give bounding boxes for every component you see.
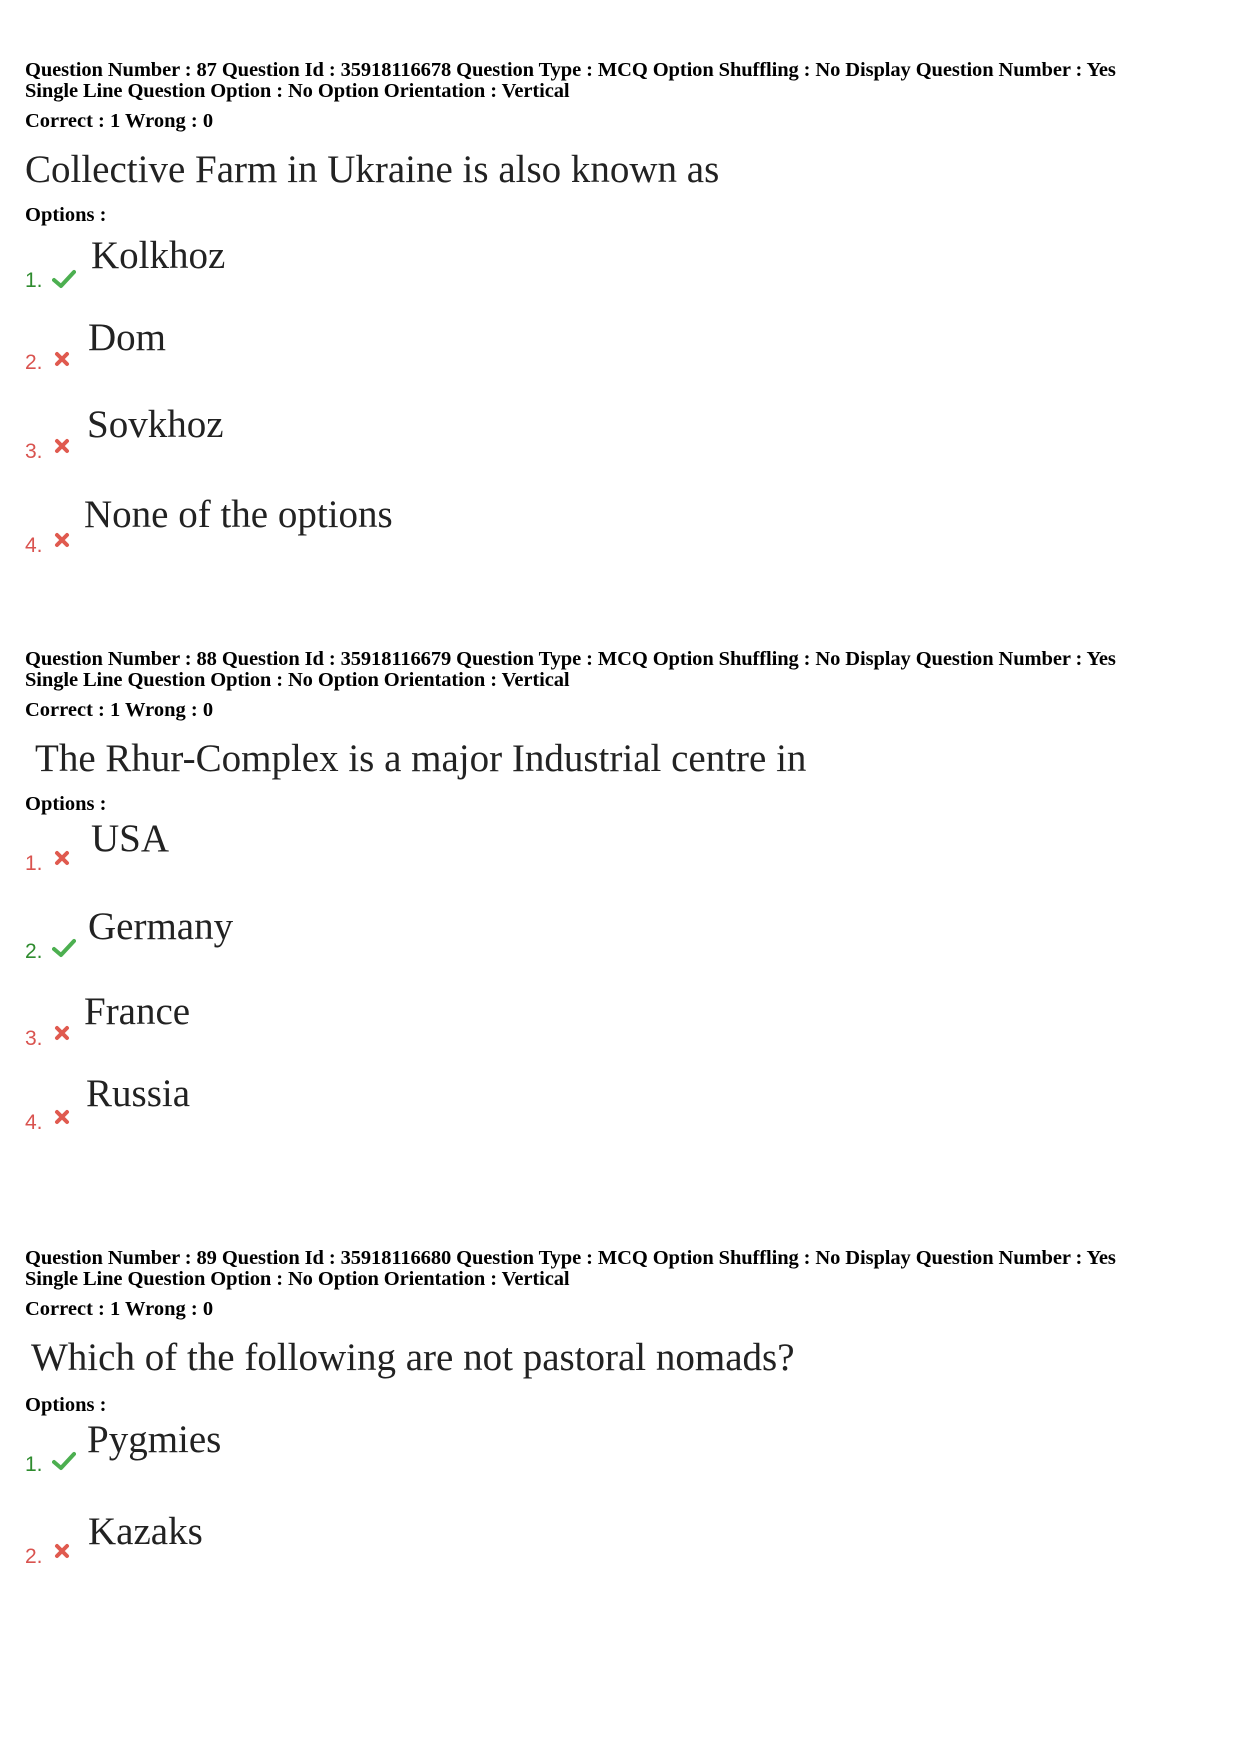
option-text: Germany bbox=[88, 905, 234, 948]
question-block-88 bbox=[25, 649, 1225, 1156]
option-number: 3. bbox=[25, 1027, 43, 1050]
option-number: 4. bbox=[25, 1111, 43, 1134]
option-item bbox=[25, 1417, 825, 1477]
check-icon bbox=[52, 1451, 76, 1476]
option-text: Sovkhoz bbox=[87, 403, 224, 446]
question-meta-line1: Question Number : 87 Question Id : 35918116678 Question Type : MCQ Option Shuffling : No Display Question Number : Yes bbox=[25, 59, 1116, 81]
option-item bbox=[25, 1071, 825, 1134]
option-number: 2. bbox=[25, 940, 43, 963]
cross-icon bbox=[54, 351, 70, 372]
option-item bbox=[25, 402, 825, 462]
question-meta-line1: Question Number : 88 Question Id : 35918116679 Question Type : MCQ Option Shuffling : No Display Question Number : Yes bbox=[25, 648, 1116, 670]
cross-icon bbox=[54, 1109, 70, 1130]
question-meta-line1: Question Number : 89 Question Id : 35918116680 Question Type : MCQ Option Shuffling : No Display Question Number : Yes bbox=[25, 1247, 1116, 1269]
option-number: 1. bbox=[25, 269, 43, 292]
option-item bbox=[25, 315, 825, 375]
option-item bbox=[25, 904, 825, 964]
options-list bbox=[25, 1417, 1225, 1597]
option-text: Pygmies bbox=[87, 1418, 222, 1461]
option-number: 1. bbox=[25, 852, 43, 875]
cross-icon bbox=[54, 850, 70, 871]
question-block-89 bbox=[25, 1248, 1225, 1597]
cross-icon bbox=[54, 1025, 70, 1046]
question-block-87 bbox=[25, 60, 1225, 567]
question-score: Correct : 1 Wrong : 0 bbox=[25, 699, 214, 721]
cross-icon bbox=[54, 438, 70, 459]
option-text: Kolkhoz bbox=[91, 234, 226, 277]
option-item bbox=[25, 1509, 825, 1569]
option-number: 4. bbox=[25, 534, 43, 557]
options-label: Options : bbox=[25, 204, 107, 226]
question-text: Which of the following are not pastoral nomads? bbox=[31, 1336, 795, 1379]
question-meta-line2: Single Line Question Option : No Option Orientation : Vertical bbox=[25, 80, 570, 102]
options-label: Options : bbox=[25, 793, 107, 815]
question-score: Correct : 1 Wrong : 0 bbox=[25, 1298, 214, 1320]
question-score: Correct : 1 Wrong : 0 bbox=[25, 110, 214, 132]
question-text: The Rhur-Complex is a major Industrial centre in bbox=[35, 737, 807, 780]
check-icon bbox=[52, 269, 76, 294]
options-list bbox=[25, 227, 1225, 567]
option-number: 2. bbox=[25, 1545, 43, 1568]
option-item bbox=[25, 989, 825, 1049]
option-text: France bbox=[84, 990, 191, 1033]
option-item bbox=[25, 816, 825, 876]
option-number: 2. bbox=[25, 351, 43, 374]
option-number: 1. bbox=[25, 1453, 43, 1476]
question-meta-line2: Single Line Question Option : No Option Orientation : Vertical bbox=[25, 669, 570, 691]
option-number: 3. bbox=[25, 440, 43, 463]
check-icon bbox=[52, 938, 76, 963]
option-text: USA bbox=[91, 817, 170, 860]
options-label: Options : bbox=[25, 1394, 107, 1416]
option-text: None of the options bbox=[84, 493, 393, 536]
option-text: Kazaks bbox=[88, 1510, 203, 1553]
options-list bbox=[25, 816, 1225, 1156]
cross-icon bbox=[54, 1543, 70, 1564]
question-text: Collective Farm in Ukraine is also known as bbox=[25, 148, 720, 191]
option-item bbox=[25, 492, 825, 557]
cross-icon bbox=[54, 532, 70, 553]
option-text: Dom bbox=[88, 316, 166, 359]
option-item bbox=[25, 227, 825, 292]
option-text: Russia bbox=[86, 1072, 191, 1115]
question-meta-line2: Single Line Question Option : No Option Orientation : Vertical bbox=[25, 1268, 570, 1290]
